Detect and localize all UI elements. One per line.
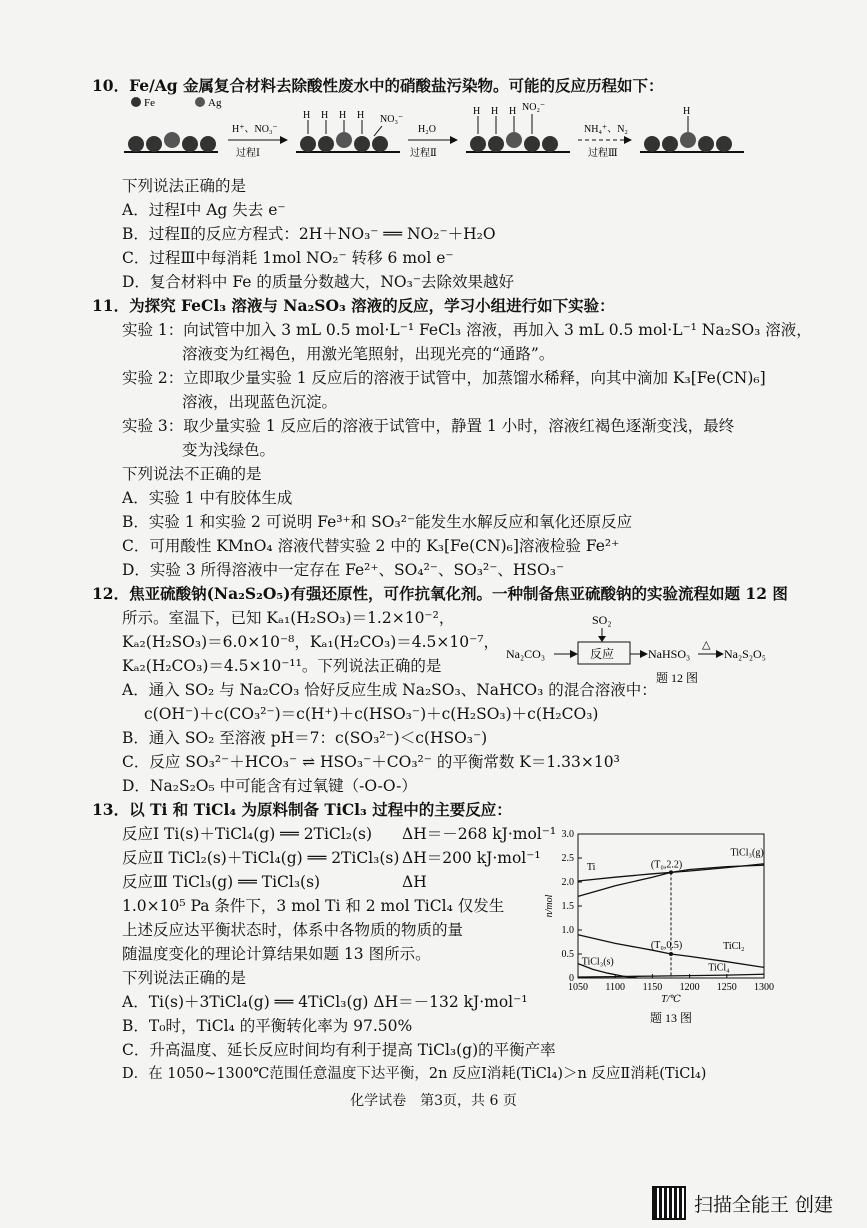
legend-fe-label: Fe: [144, 97, 155, 109]
step1-label: 过程Ⅰ: [236, 148, 260, 159]
svg-text:H: H: [321, 110, 329, 121]
svg-text:NO₂⁻: NO₂⁻: [522, 102, 546, 113]
q10-option-d[interactable]: D．复合材料中 Fe 的质量分数越大，NO₃⁻去除效果越好: [122, 273, 515, 291]
stage-1: [124, 132, 218, 152]
svg-text:H: H: [491, 106, 499, 117]
q13-fig-caption: 题 13 图: [649, 1011, 693, 1025]
flow-na2co3: Na₂CO₃: [506, 647, 546, 661]
flow-product: Na₂S₂O₅: [724, 647, 766, 661]
q11-exp2-line1: 实验 2：立即取少量实验 1 反应后的溶液于试管中，加蒸馏水稀释，向其中滴加 K₃[Fe(CN)₆]: [122, 369, 766, 387]
q11-exp3-line2: 变为浅绿色。: [182, 441, 276, 459]
flow-so2: SO₂: [592, 613, 612, 627]
y-tick-label: 2.5: [561, 853, 574, 864]
q11-exp3-line1: 实验 3：取少量实验 1 反应后的溶液于试管中，静置 1 小时，溶液红褐色逐渐变浅，最终: [122, 417, 735, 435]
q12-stem-line1: 12．焦亚硫酸钠(Na₂S₂O₅)有强还原性，可作抗氧化剂。一种制备焦亚硫酸钠的实验流程如题 12 图: [92, 584, 788, 603]
series-label: TiCl₂: [723, 941, 745, 953]
watermark-text: 扫描全能王 创建: [694, 1193, 834, 1216]
y-tick-label: 0.5: [561, 949, 574, 960]
q12-option-c[interactable]: C．反应 SO₃²⁻＋HCO₃⁻ ⇌ HSO₃⁻＋CO₃²⁻ 的平衡常数 K＝1.33×10³: [122, 753, 620, 771]
x-tick-label: 1200: [679, 982, 700, 993]
annotation-label: (T₀,0.5): [650, 940, 683, 952]
q10-stem: 10．Fe/Ag 金属复合材料去除酸性废水中的硝酸盐污染物。可能的反应历程如下：: [92, 76, 664, 95]
svg-text:NO₃⁻: NO₃⁻: [380, 114, 404, 125]
q12-option-b[interactable]: B．通入 SO₂ 至溶液 pH＝7：c(SO₃²⁻)＜c(HSO₃⁻): [122, 729, 488, 747]
ag-legend-dot: [195, 97, 205, 107]
q10-prompt: 下列说法正确的是: [122, 177, 247, 195]
q13-rxn2: 反应Ⅱ TiCl₂(s)＋TiCl₄(g) ══ 2TiCl₃(s): [122, 849, 400, 867]
q13-stem: 13．以 Ti 和 TiCl₄ 为原料制备 TiCl₃ 过程中的主要反应：: [92, 800, 512, 819]
q13-prompt: 下列说法正确的是: [122, 969, 247, 987]
svg-text:H: H: [357, 110, 365, 121]
page-footer: 化学试卷 第3页，共 6 页: [350, 1093, 517, 1109]
x-tick-label: 1300: [754, 982, 774, 993]
q13-cond-line2: 上述反应达平衡状态时，体系中各物质的物质的量: [122, 921, 464, 939]
q12-stem-line4: Kₐ₂(H₂CO₃)＝4.5×10⁻¹¹。下列说法正确的是: [122, 657, 442, 675]
q10-option-b[interactable]: B．过程Ⅱ的反应方程式：2H＋NO₃⁻ ══ NO₂⁻＋H₂O: [122, 225, 496, 243]
step2-label: 过程Ⅱ: [410, 148, 437, 159]
q13-rxn1: 反应Ⅰ Ti(s)＋TiCl₄(g) ══ 2TiCl₂(s): [122, 825, 372, 843]
q13-option-c[interactable]: C．升高温度、延长反应时间均有利于提高 TiCl₃(g)的平衡产率: [122, 1041, 556, 1059]
step2-reagent: H₂O: [418, 124, 436, 135]
q12-stem-line3: Kₐ₂(H₂SO₃)＝6.0×10⁻⁸，Kₐ₁(H₂CO₃)＝4.5×10⁻⁷，: [122, 633, 500, 651]
q10-mechanism-diagram: [110, 94, 770, 170]
x-tick-label: 1050: [568, 982, 588, 993]
y-tick-label: 2.0: [561, 877, 574, 888]
annotation-point: [669, 870, 673, 874]
q12-option-d[interactable]: D．Na₂S₂O₅ 中可能含有过氧键（-O-O-）: [122, 777, 417, 795]
q10-option-a[interactable]: A．过程Ⅰ中 Ag 失去 e⁻: [122, 201, 286, 219]
svg-text:H: H: [509, 106, 517, 117]
q12-stem-line2: 所示。室温下，已知 Kₐ₁(H₂SO₃)＝1.2×10⁻²，: [122, 609, 455, 627]
scanner-watermark: [652, 1186, 833, 1220]
q11-exp1-line1: 实验 1：向试管中加入 3 mL 0.5 mol·L⁻¹ FeCl₃ 溶液，再加入 3 mL 0.5 mol·L⁻¹ Na₂SO₃ 溶液，: [122, 321, 812, 339]
q11-exp1-line2: 溶液变为红褐色，用激光笔照射，出现光亮的“通路”。: [182, 345, 555, 363]
q10-option-c[interactable]: C．过程Ⅲ中每消耗 1mol NO₂⁻ 转移 6 mol e⁻: [122, 249, 454, 267]
q11-option-b[interactable]: B．实验 1 和实验 2 可说明 Fe³⁺和 SO₃²⁻能发生水解反应和氧化还原反应: [122, 513, 633, 531]
q11-option-a[interactable]: A．实验 1 中有胶体生成: [122, 489, 293, 507]
q13-option-a[interactable]: A．Ti(s)＋3TiCl₄(g) ══ 4TiCl₃(g) ΔH＝－132 kJ·mol⁻¹: [122, 993, 528, 1011]
flow-nahso3: NaHSO₃: [648, 647, 691, 661]
step3-reagents: NH₄⁺、N₂: [584, 124, 628, 135]
x-tick-label: 1150: [642, 982, 663, 993]
q13-chart: [540, 826, 780, 1026]
y-tick-label: 0: [569, 973, 574, 984]
annotation-label: (T₀,2.2): [650, 859, 683, 871]
q12-option-a-equation: c(OH⁻)＋c(CO₃²⁻)＝c(H⁺)＋c(HSO₃⁻)＋c(H₂SO₃)＋c(H₂CO₃): [144, 705, 599, 723]
y-tick-label: 3.0: [561, 829, 574, 840]
q13-option-b[interactable]: B．T₀时，TiCl₄ 的平衡转化率为 97.50%: [122, 1017, 413, 1035]
q11-option-c[interactable]: C．可用酸性 KMnO₄ 溶液代替实验 2 中的 K₃[Fe(CN)₆]溶液检验 Fe²⁺: [122, 537, 620, 555]
q12-option-a[interactable]: A．通入 SO₂ 与 Na₂CO₃ 恰好反应生成 Na₂SO₃、NaHCO₃ 的混合溶液中：: [122, 681, 657, 699]
q13-cond-line3: 随温度变化的理论计算结果如题 13 图所示。: [122, 945, 431, 963]
q12-fig-caption: 题 12 图: [656, 671, 699, 685]
x-tick-label: 1250: [716, 982, 737, 993]
flow-delta: △: [702, 639, 711, 651]
series-label: TiCl₄: [708, 962, 730, 974]
q13-rxn1-dh: ΔH＝－268 kJ·mol⁻¹: [402, 825, 557, 843]
svg-text:H: H: [303, 110, 311, 121]
q12-flow-diagram: [506, 612, 796, 686]
q13-rxn2-dh: ΔH＝200 kJ·mol⁻¹: [402, 849, 541, 867]
y-axis-label: n/mol: [544, 894, 555, 918]
series-label: Ti: [586, 862, 596, 873]
svg-text:H: H: [683, 106, 691, 117]
stage-3: [466, 102, 570, 152]
q13-option-d[interactable]: D．在 1050~1300℃范围任意温度下达平衡，2n 反应Ⅰ消耗(TiCl₄)＞n 反应Ⅱ消耗(TiCl₄): [122, 1066, 707, 1082]
qr-code-icon: [652, 1186, 686, 1220]
q11-exp2-line2: 溶液，出现蓝色沉淀。: [182, 393, 338, 411]
stage-4: [640, 106, 744, 152]
stage-2: [296, 110, 403, 152]
q11-option-d[interactable]: D．实验 3 所得溶液中一定存在 Fe²⁺、SO₄²⁻、SO₃²⁻、HSO₃⁻: [122, 561, 565, 579]
svg-text:H: H: [339, 110, 347, 121]
series-label: TiCl₃(g): [730, 847, 764, 859]
q13-rxn3: 反应Ⅲ TiCl₃(g) ══ TiCl₃(s): [122, 873, 321, 891]
annotation-point: [669, 952, 673, 956]
q13-cond-line1: 1.0×10⁵ Pa 条件下，3 mol Ti 和 2 mol TiCl₄ 仅发生: [122, 897, 505, 915]
y-tick-label: 1.0: [561, 925, 574, 936]
x-tick-label: 1100: [605, 982, 626, 993]
x-axis-label: T/℃: [661, 994, 681, 1005]
q13-rxn3-dh: ΔH: [402, 873, 427, 891]
flow-box-label: 反应: [590, 647, 615, 661]
y-tick-label: 1.5: [561, 901, 574, 912]
fe-legend-dot: [131, 97, 141, 107]
series-label: TiCl₃(s): [581, 956, 614, 968]
q11-stem: 11．为探究 FeCl₃ 溶液与 Na₂SO₃ 溶液的反应，学习小组进行如下实验：: [92, 296, 615, 315]
q11-prompt: 下列说法不正确的是: [122, 465, 262, 483]
legend-ag-label: Ag: [208, 97, 222, 109]
svg-text:H: H: [473, 106, 481, 117]
step3-label: 过程Ⅲ: [588, 148, 618, 159]
step1-reagents: H⁺、NO₃⁻: [232, 124, 278, 135]
